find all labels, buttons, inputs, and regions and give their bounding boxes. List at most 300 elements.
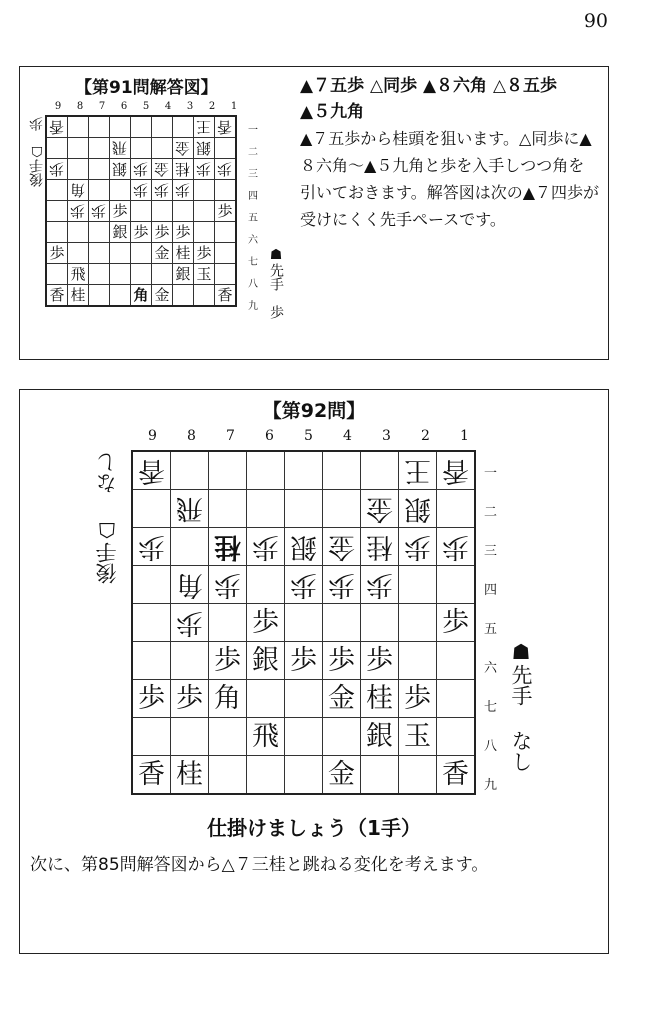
board-square	[247, 490, 285, 528]
gote-piece: 歩	[154, 181, 170, 199]
board-square	[173, 264, 194, 285]
board-square	[110, 180, 131, 201]
column-number: 3	[382, 428, 391, 444]
board-square	[361, 642, 399, 680]
board-square	[194, 201, 215, 222]
board-square	[173, 138, 194, 159]
board-square	[152, 138, 173, 159]
gote-piece: 歩	[70, 202, 86, 220]
board-square	[173, 222, 194, 243]
board-square	[89, 201, 110, 222]
column-number: 5	[304, 428, 313, 444]
board-square	[437, 680, 476, 718]
board-square	[89, 285, 110, 307]
gote-piece: 銀	[112, 160, 128, 178]
board-row	[132, 642, 475, 680]
sente-piece: 歩	[175, 223, 191, 241]
board-square	[68, 264, 89, 285]
board-square	[399, 756, 437, 795]
board-square	[89, 222, 110, 243]
board-square	[152, 180, 173, 201]
board-square	[171, 490, 209, 528]
board-square	[209, 566, 247, 604]
board-square	[437, 718, 476, 756]
board-square	[171, 642, 209, 680]
row-number: 七	[248, 256, 258, 268]
gote-piece: 歩	[138, 531, 165, 562]
board-square	[68, 159, 89, 180]
column-number: 2	[421, 428, 430, 444]
row-number: 二	[484, 505, 498, 520]
board-square	[194, 180, 215, 201]
row-number: 六	[248, 234, 258, 246]
board-square	[152, 116, 173, 138]
board-square	[247, 566, 285, 604]
board-square	[361, 680, 399, 718]
gote-piece: 桂	[175, 160, 191, 178]
board-square	[131, 264, 152, 285]
row-number: 七	[484, 700, 498, 715]
board-square	[89, 116, 110, 138]
column-number: 4	[343, 428, 352, 444]
gote-piece: 歩	[175, 181, 191, 199]
board-square	[209, 642, 247, 680]
board-square	[399, 604, 437, 642]
gote-piece: 銀	[290, 531, 317, 562]
board-square	[171, 604, 209, 642]
gote-piece: 歩	[217, 160, 233, 178]
sente-hand-label	[506, 640, 536, 772]
row-number: 三	[484, 544, 498, 559]
problem-92-description: 次に、第85問解答図から△７三桂と跳ねる変化を考えます。	[30, 855, 489, 875]
board-square	[437, 566, 476, 604]
column-number: 5	[142, 101, 150, 112]
row-number: 九	[484, 778, 498, 793]
board-square	[437, 528, 476, 566]
gote-piece: 歩	[91, 202, 107, 220]
board-square	[437, 604, 476, 642]
gote-symbol: ☖	[29, 143, 45, 159]
board-square	[247, 718, 285, 756]
board-square	[68, 116, 89, 138]
sente-piece: 金	[154, 244, 170, 262]
board-square	[68, 285, 89, 307]
column-number: 6	[265, 428, 274, 444]
sente-piece: 香	[217, 286, 233, 304]
board-square	[215, 285, 237, 307]
sente-piece: 歩	[214, 645, 241, 676]
sente-symbol: ☗	[509, 640, 533, 664]
problem-92-title: 【第92問】	[262, 400, 366, 422]
column-numbers	[47, 101, 245, 112]
sente-piece: 銀	[252, 645, 279, 676]
row-number: 四	[248, 190, 258, 202]
board-square	[399, 528, 437, 566]
board-square	[437, 756, 476, 795]
column-numbers	[133, 428, 484, 444]
row-number: 八	[248, 278, 258, 290]
board-square	[194, 264, 215, 285]
board-square	[399, 718, 437, 756]
board-square	[247, 451, 285, 490]
board-square	[323, 756, 361, 795]
sente-piece: 歩	[366, 645, 393, 676]
column-number: 8	[187, 428, 196, 444]
board-square	[399, 680, 437, 718]
board-square	[171, 528, 209, 566]
gote-piece: 香	[217, 118, 233, 136]
column-number: 7	[226, 428, 235, 444]
sente-piece: 香	[138, 759, 165, 790]
gote-piece: 歩	[404, 531, 431, 562]
board-square	[89, 159, 110, 180]
board-square	[285, 642, 323, 680]
board-square	[132, 642, 171, 680]
board-square	[132, 718, 171, 756]
board-square	[68, 243, 89, 264]
board-square	[46, 116, 68, 138]
board-square	[132, 756, 171, 795]
sente-piece: 金	[154, 286, 170, 304]
sente-piece: 桂	[70, 286, 86, 304]
board-square	[132, 566, 171, 604]
sente-piece: 銀	[366, 721, 393, 752]
sente-piece: 歩	[196, 244, 212, 262]
board-square	[110, 201, 131, 222]
board-square	[399, 451, 437, 490]
board-square	[131, 201, 152, 222]
board-square	[209, 604, 247, 642]
gote-piece: 歩	[196, 160, 212, 178]
gote-piece: 歩	[133, 160, 149, 178]
board-square	[68, 201, 89, 222]
problem-91-board	[45, 115, 237, 307]
sente-hand-label	[267, 247, 285, 319]
board-square	[399, 566, 437, 604]
sente-piece: 飛	[70, 265, 86, 283]
problem-92-subtitle: 仕掛けましょう（1手）	[207, 816, 421, 840]
row-number: 四	[484, 583, 498, 598]
row-number: 三	[248, 168, 258, 180]
board-square	[110, 116, 131, 138]
board-square	[323, 604, 361, 642]
board-square	[68, 222, 89, 243]
board-square	[89, 264, 110, 285]
board-square	[361, 490, 399, 528]
board-row	[132, 604, 475, 642]
board-square	[132, 680, 171, 718]
board-square	[110, 222, 131, 243]
board-square	[285, 718, 323, 756]
board-square	[399, 642, 437, 680]
board-square	[437, 451, 476, 490]
board-square	[209, 528, 247, 566]
gote-piece: 王	[404, 455, 431, 486]
board-square	[209, 756, 247, 795]
sente-piece: 歩	[217, 202, 233, 220]
board-row	[132, 566, 475, 604]
gote-piece: 香	[442, 455, 469, 486]
board-row	[46, 285, 236, 307]
board-square	[132, 451, 171, 490]
gote-piece: 歩	[176, 607, 203, 638]
column-number: 9	[54, 101, 62, 112]
board-square	[173, 201, 194, 222]
gote-hand-label	[92, 452, 122, 584]
gote-piece: 歩	[328, 569, 355, 600]
board-row	[132, 528, 475, 566]
column-number: 1	[460, 428, 469, 444]
gote-piece: 歩	[366, 569, 393, 600]
sente-piece: 桂	[366, 683, 393, 714]
board-square	[171, 756, 209, 795]
gote-hand-label	[28, 117, 46, 187]
row-number: 二	[248, 146, 258, 158]
board-square	[215, 243, 237, 264]
gote-piece: 歩	[252, 531, 279, 562]
sente-piece: 桂	[176, 759, 203, 790]
board-square	[285, 680, 323, 718]
board-square	[209, 490, 247, 528]
board-square	[110, 264, 131, 285]
board-row	[132, 718, 475, 756]
sente-piece: 銀	[175, 265, 191, 283]
answer-moves-line2: ▲５九角	[300, 102, 365, 122]
problem-91-title: 【第91問解答図】	[75, 78, 218, 98]
board-square	[215, 264, 237, 285]
board-row	[46, 180, 236, 201]
board-square	[173, 159, 194, 180]
board-square	[215, 138, 237, 159]
column-number: 4	[164, 101, 172, 112]
board-square	[215, 180, 237, 201]
board-row	[132, 490, 475, 528]
sente-hand: 歩	[268, 305, 284, 319]
sente-piece: 角	[133, 286, 149, 304]
board-square	[361, 528, 399, 566]
gote-piece: 飛	[176, 493, 203, 524]
board-square	[173, 285, 194, 307]
sente-piece: 歩	[328, 645, 355, 676]
board-square	[323, 528, 361, 566]
gote-piece: 角	[70, 181, 86, 199]
gote-piece: 香	[49, 118, 65, 136]
gote-piece: 銀	[404, 493, 431, 524]
board-row	[46, 201, 236, 222]
sente-piece: 歩	[133, 223, 149, 241]
board-square	[46, 138, 68, 159]
board-square	[361, 451, 399, 490]
board-square	[215, 222, 237, 243]
board-square	[173, 243, 194, 264]
board-square	[285, 451, 323, 490]
row-number: 五	[248, 212, 258, 224]
board-square	[194, 285, 215, 307]
board-square	[323, 642, 361, 680]
board-square	[152, 159, 173, 180]
board-square	[215, 159, 237, 180]
sente-piece: 金	[328, 683, 355, 714]
board-square	[46, 180, 68, 201]
sente-piece: 歩	[138, 683, 165, 714]
board-square	[209, 680, 247, 718]
column-number: 1	[230, 101, 238, 112]
board-row	[46, 264, 236, 285]
gote-hand: 歩	[29, 117, 45, 131]
board-square	[323, 718, 361, 756]
board-square	[361, 566, 399, 604]
problem-91-panel	[19, 66, 609, 360]
board-square	[247, 756, 285, 795]
board-square	[247, 528, 285, 566]
board-square	[285, 528, 323, 566]
gote-piece: 歩	[214, 569, 241, 600]
sente-hand: なし	[509, 730, 533, 772]
board-square	[194, 243, 215, 264]
board-square	[46, 243, 68, 264]
board-row	[46, 159, 236, 180]
board-square	[285, 490, 323, 528]
board-square	[215, 116, 237, 138]
board-square	[171, 451, 209, 490]
sente-piece: 歩	[176, 683, 203, 714]
board-row	[46, 116, 236, 138]
gote-piece: 歩	[49, 160, 65, 178]
board-square	[132, 604, 171, 642]
sente-piece: 香	[442, 759, 469, 790]
gote-piece: 金	[328, 531, 355, 562]
board-square	[46, 159, 68, 180]
column-number: 7	[98, 101, 106, 112]
board-row	[46, 243, 236, 264]
board-square	[171, 718, 209, 756]
board-square	[285, 566, 323, 604]
board-square	[68, 138, 89, 159]
gote-piece: 金	[154, 160, 170, 178]
board-square	[285, 756, 323, 795]
sente-piece: 玉	[404, 721, 431, 752]
board-square	[361, 604, 399, 642]
board-square	[152, 222, 173, 243]
board-square	[323, 680, 361, 718]
board-row	[132, 451, 475, 490]
board-square	[209, 718, 247, 756]
column-number: 6	[120, 101, 128, 112]
board-square	[194, 159, 215, 180]
board-square	[110, 138, 131, 159]
sente-piece: 銀	[112, 223, 128, 241]
gote-symbol: ☖	[95, 518, 119, 542]
row-number: 一	[484, 466, 498, 481]
board-square	[46, 285, 68, 307]
sente-piece: 歩	[49, 244, 65, 262]
sente-piece: 桂	[175, 244, 191, 262]
sente-piece: 歩	[252, 607, 279, 638]
gote-piece: 角	[176, 569, 203, 600]
row-number: 五	[484, 622, 498, 637]
board-square	[152, 264, 173, 285]
gote-piece: 桂	[366, 531, 393, 562]
board-square	[247, 604, 285, 642]
board-square	[131, 138, 152, 159]
board-square	[173, 180, 194, 201]
sente-piece: 歩	[404, 683, 431, 714]
board-square	[132, 528, 171, 566]
answer-explanation: ▲７五歩から桂頭を狙います。△同歩に▲８六角～▲５九角と歩を入手しつつ角を引いておきます。解答図は次の▲７四歩が受けにくく先手ペースです。	[300, 129, 600, 229]
board-square	[171, 566, 209, 604]
board-square	[323, 566, 361, 604]
gote-piece: 王	[196, 118, 212, 136]
board-square	[361, 718, 399, 756]
board-square	[194, 116, 215, 138]
board-row	[132, 680, 475, 718]
column-number: 2	[208, 101, 216, 112]
board-row	[46, 138, 236, 159]
column-number: 9	[148, 428, 157, 444]
gote-piece: 歩	[442, 531, 469, 562]
sente-piece: 歩	[112, 202, 128, 220]
page-number: 90	[583, 10, 608, 32]
board-square	[110, 243, 131, 264]
sente-piece: 飛	[252, 721, 279, 752]
column-number: 8	[76, 101, 84, 112]
answer-moves	[300, 73, 600, 125]
row-number: 一	[248, 124, 258, 136]
board-square	[152, 243, 173, 264]
board-square	[361, 756, 399, 795]
board-square	[110, 159, 131, 180]
board-square	[285, 604, 323, 642]
board-square	[215, 201, 237, 222]
gote-label: 後手	[95, 542, 119, 584]
gote-piece: 金	[366, 493, 393, 524]
gote-piece: 飛	[112, 139, 128, 157]
board-square	[209, 451, 247, 490]
column-number: 3	[186, 101, 194, 112]
row-numbers	[484, 452, 497, 803]
board-square	[89, 243, 110, 264]
sente-label: 先手	[268, 263, 284, 291]
sente-symbol: ☗	[268, 247, 284, 263]
board-square	[89, 180, 110, 201]
board-square	[131, 222, 152, 243]
board-square	[171, 680, 209, 718]
sente-piece: 金	[328, 759, 355, 790]
row-number: 八	[484, 739, 498, 754]
board-row	[132, 756, 475, 795]
answer-moves-line1: ▲７五歩 △同歩 ▲８六角 △８五歩	[300, 76, 558, 96]
board-square	[247, 642, 285, 680]
board-square	[89, 138, 110, 159]
sente-label: 先手	[509, 664, 533, 706]
gote-piece: 歩	[290, 569, 317, 600]
board-square	[131, 180, 152, 201]
problem-92-panel	[19, 389, 609, 954]
sente-piece: 歩	[442, 607, 469, 638]
board-row	[46, 222, 236, 243]
board-square	[437, 642, 476, 680]
board-square	[131, 285, 152, 307]
board-square	[323, 451, 361, 490]
problem-92-board	[131, 450, 476, 795]
board-square	[152, 201, 173, 222]
board-square	[131, 243, 152, 264]
sente-piece: 歩	[154, 223, 170, 241]
board-square	[46, 201, 68, 222]
board-square	[110, 285, 131, 307]
board-square	[437, 490, 476, 528]
board-square	[152, 285, 173, 307]
